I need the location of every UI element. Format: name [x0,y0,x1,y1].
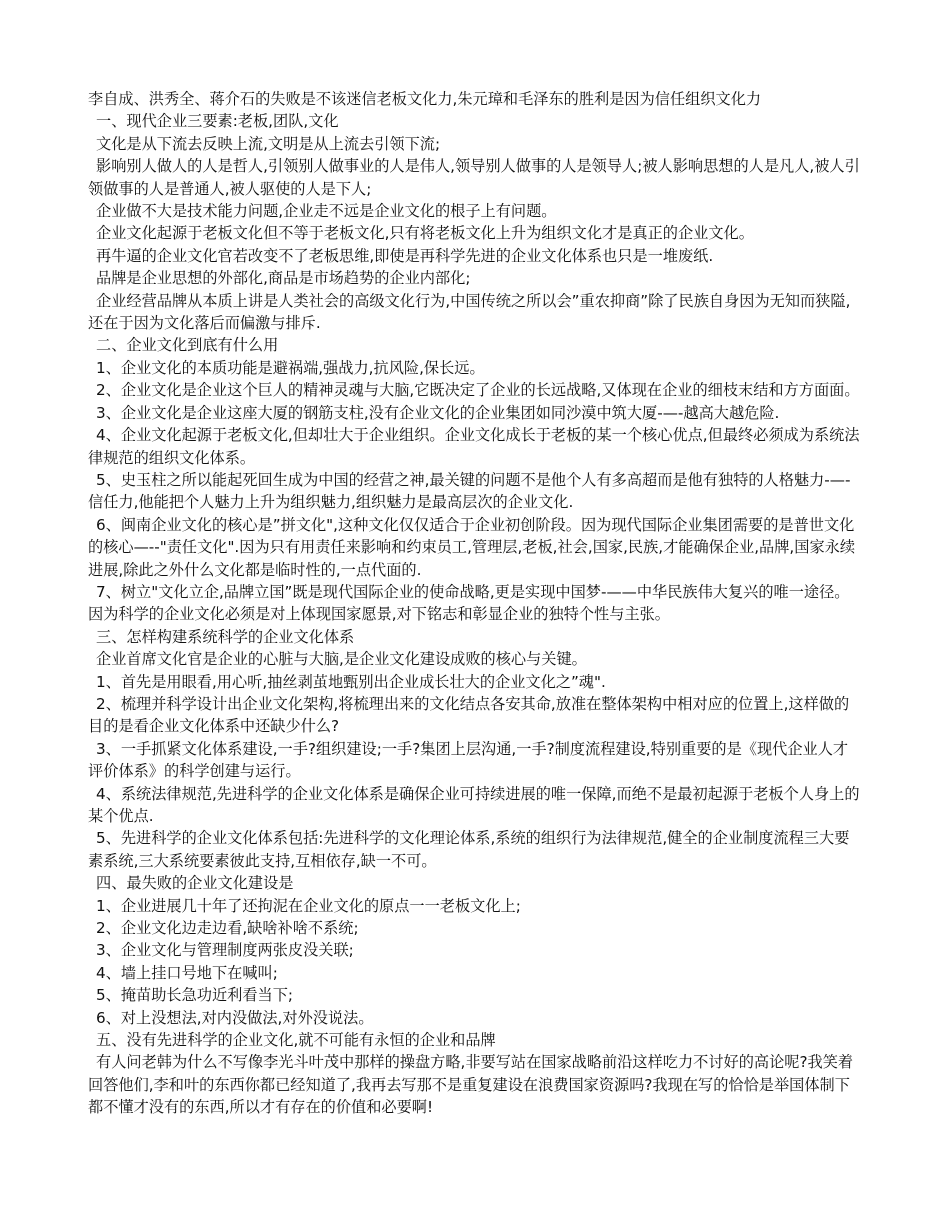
list-item: 4、系统法律规范,先进科学的企业文化体系是确保企业可持续进展的唯一保障,而绝不是最初起源于老板个人身上的某个优点. [88,784,860,825]
list-item: 7、树立"文化立企,品牌立国”既是现代国际企业的使命战略,更是实现中国梦-——中华民族伟大复兴的唯一途径。因为科学的企业文化必须是对上体现国家愿景,对下铭志和彰显企业的独特个性与主张。 [88,582,850,624]
section-heading-3: 三、怎样构建系统科学的企业文化体系 [96,627,355,646]
list-item: 1、企业进展几十年了还拘泥在企业文化的原点一一老板文化上; [96,896,521,915]
paragraph: 再牛逼的企业文化官若改变不了老板思维,即使是再科学先进的企业文化体系也只是一堆废纸. [96,246,714,265]
section-heading-1: 一、现代企业三要素:老板,团队,文化 [96,112,339,131]
paragraph: 品牌是企业思想的外部化,商品是市场趋势的企业内部化; [96,269,471,288]
list-item: 4、墙上挂口号地下在喊叫; [96,963,278,982]
paragraph: 企业经营品牌从本质上讲是人类社会的高级文化行为,中国传统之所以会”重农抑商”除了民族自身因为无知而狭隘,还在于因为文化落后而偏激与排斥. [88,291,851,333]
paragraph: 企业首席文化官是企业的心脏与大脑,是企业文化建设成败的核心与关键。 [96,650,587,669]
list-item: 6、对上没想法,对内没做法,对外没说法。 [96,1008,374,1027]
list-item: 3、一手抓紧文化体系建设,一手?组织建设;一手?集团上层沟通,一手?制度流程建设,特别重要的是《现代企业人才评价体系》的科学创建与运行。 [88,739,849,781]
closing-paragraph: 有人问老韩为什么不写像李光斗叶茂中那样的操盘方略,非要写站在国家战略前沿这样吃力不讨好的高论呢?我笑着回答他们,李和叶的东西你都已经知道了,我再去写那不是重复建设在浪费国家资源吗?我现在写的恰恰是举国体制下都不懂才没有的东西,所以才有存在的价值和必要啊! [88,1053,854,1117]
list-item: 5、先进科学的企业文化体系包括:先进科学的文化理论体系,系统的组织行为法律规范,健全的企业制度流程三大要素系统,三大系统要素彼此支持,互相依存,缺一不可。 [88,829,850,870]
paragraph: 企业文化起源于老板文化但不等于老板文化,只有将老板文化上升为组织文化才是真正的企业文化。 [96,224,754,243]
section-heading-4: 四、最失败的企业文化建设是 [96,874,294,893]
list-item: 5、史玉柱之所以能起死回生成为中国的经营之神,最关键的问题不是他个人有多高超而是他有独特的人格魅力-—-信任力,他能把个人魅力上升为组织魅力,组织魅力是最高层次的企业文化. [88,470,851,512]
list-item: 1、企业文化的本质功能是避祸端,强战力,抗风险,保长远。 [96,358,485,377]
list-item: 3、企业文化与管理制度两张皮没关联; [96,941,354,960]
list-item: 6、闽南企业文化的核心是”拼文化",这种文化仅仅适合于企业初创阶段。因为现代国际企业集团需要的是普世文化的核心—--"责任文化".因为只有用责任来影响和约束员工,管理层,老板,社会,国家,民族,才能确保企业,品牌,国家永续进展,除此之外什么文化都是临时性的,一点代面的. [88,515,856,579]
section-heading-2: 二、企业文化到底有什么用 [96,336,279,355]
list-item: 1、首先是用眼看,用心听,抽丝剥茧地甄别出企业成长壮大的企业文化之”魂". [96,672,606,691]
section-heading-5: 五、没有先进科学的企业文化,就不可能有永恒的企业和品牌 [96,1031,496,1050]
intro-paragraph: 李自成、洪秀全、蒋介石的失败是不该迷信老板文化力,朱元璋和毛泽东的胜利是因为信任组织文化力 [88,90,762,108]
list-item: 5、掩苗助长急功近利看当下; [96,986,294,1005]
paragraph: 文化是从下流去反映上流,文明是从上流去引领下流; [96,134,441,153]
list-item: 4、企业文化起源于老板文化,但却壮大于企业组织。企业文化成长于老板的某一个核心优点,但最终必须成为系统法律规范的组织文化体系。 [88,426,860,467]
list-item: 3、企业文化是企业这座大厦的钢筋支柱,没有企业文化的企业集团如同沙漠中筑大厦-—-越高大越危险. [96,403,780,422]
list-item: 2、企业文化是企业这个巨人的精神灵魂与大脑,它既决定了企业的长远战略,又体现在企业的细枝末结和方方面面。 [96,381,860,400]
paragraph: 影响别人做人的人是哲人,引领别人做事业的人是伟人,领导别人做事的人是领导人;被人影响思想的人是凡人,被人引领做事的人是普通人,被人驱使的人是下人; [88,157,860,198]
document-page [88,88,862,1119]
paragraph: 企业做不大是技术能力问题,企业走不远是企业文化的根子上有问题。 [96,202,557,221]
list-item: 2、企业文化边走边看,缺啥补啥不系统; [96,919,359,938]
list-item: 2、梳理并科学设计出企业文化架构,将梳理出来的文化结点各安其命,放准在整体架构中相对应的位置上,这样做的目的是看企业文化体系中还缺少什么? [88,694,850,736]
